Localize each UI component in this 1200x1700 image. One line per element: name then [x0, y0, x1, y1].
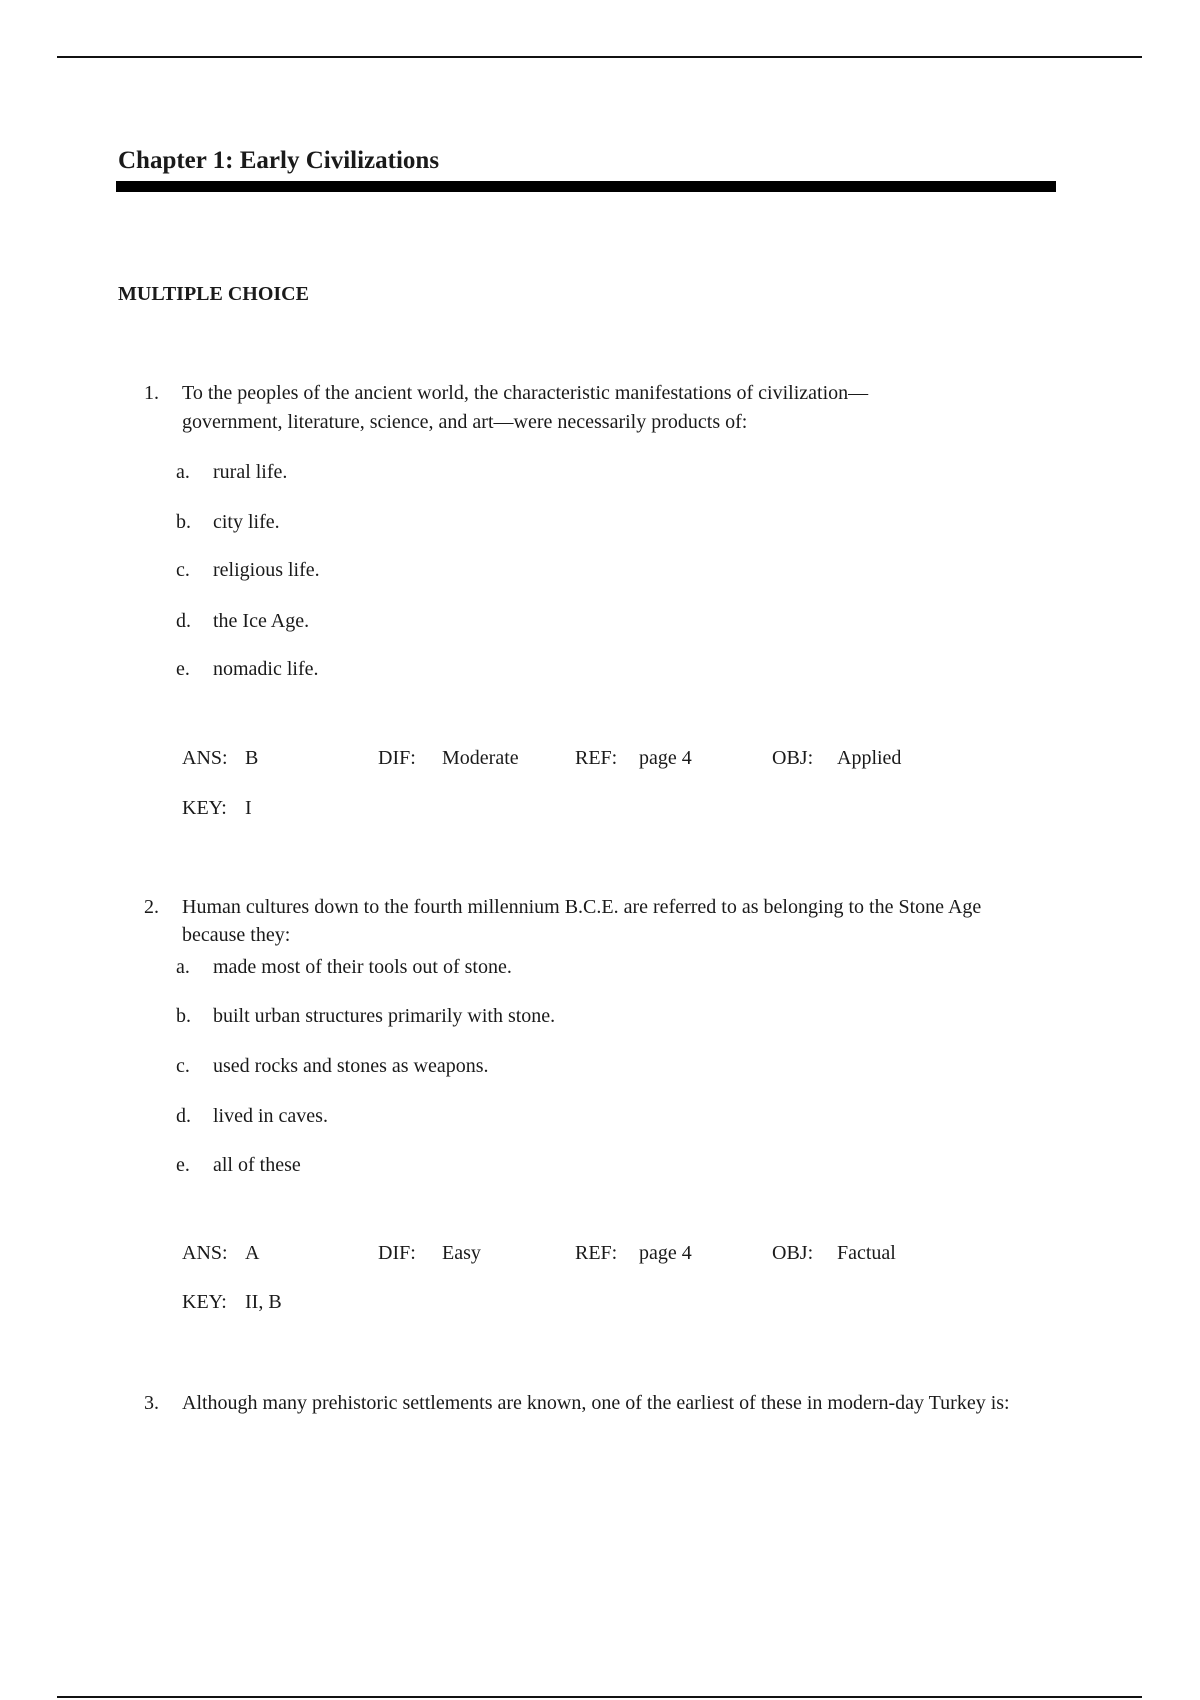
option-text: all of these [213, 1154, 301, 1176]
option-letter: a. [176, 956, 190, 978]
section-title: MULTIPLE CHOICE [118, 283, 309, 305]
question-text: Although many prehistoric settlements are known, one of the earliest of these in modern-day Turkey is: [182, 1392, 1010, 1414]
obj-label: OBJ: [772, 747, 814, 769]
option-letter: d. [176, 610, 191, 632]
page-top-rule [57, 56, 1142, 58]
ans-value: B [245, 747, 259, 769]
ref-value: page 4 [639, 1242, 692, 1264]
obj-value: Applied [837, 747, 902, 769]
question-number: 3. [144, 1392, 159, 1414]
option-text: built urban structures primarily with stone. [213, 1005, 556, 1027]
question-number: 2. [144, 896, 159, 918]
option-text: nomadic life. [213, 658, 319, 680]
option-text: the Ice Age. [213, 610, 310, 632]
option-letter: b. [176, 1005, 191, 1027]
obj-label: OBJ: [772, 1242, 814, 1264]
option-letter: e. [176, 1154, 190, 1176]
ans-label: ANS: [182, 747, 228, 769]
chapter-title-underline [116, 181, 1056, 192]
key-value: II, B [245, 1291, 282, 1313]
key-label: KEY: [182, 797, 227, 819]
obj-value: Factual [837, 1242, 896, 1264]
option-text: city life. [213, 511, 280, 533]
ref-label: REF: [575, 747, 618, 769]
option-text: religious life. [213, 559, 320, 581]
question-number: 1. [144, 382, 159, 404]
option-letter: c. [176, 559, 190, 581]
ref-value: page 4 [639, 747, 692, 769]
chapter-title: Chapter 1: Early Civilizations [118, 147, 440, 174]
option-letter: b. [176, 511, 191, 533]
dif-label: DIF: [378, 1242, 416, 1264]
option-letter: d. [176, 1105, 191, 1127]
option-letter: c. [176, 1055, 190, 1077]
option-text: made most of their tools out of stone. [213, 956, 512, 978]
option-letter: a. [176, 461, 190, 483]
dif-label: DIF: [378, 747, 416, 769]
question-text: Human cultures down to the fourth millennium B.C.E. are referred to as belonging to the Stone Age because they: [182, 896, 982, 946]
key-label: KEY: [182, 1291, 227, 1313]
dif-value: Moderate [442, 747, 519, 769]
dif-value: Easy [442, 1242, 481, 1264]
page-bottom-rule [57, 1696, 1142, 1698]
ans-label: ANS: [182, 1242, 228, 1264]
question-text: To the peoples of the ancient world, the characteristic manifestations of civilization—government, literature, science, and art—were necessarily products of: [182, 382, 869, 433]
option-text: used rocks and stones as weapons. [213, 1055, 489, 1077]
ref-label: REF: [575, 1242, 618, 1264]
option-text: lived in caves. [213, 1105, 328, 1127]
option-letter: e. [176, 658, 190, 680]
key-value: I [245, 797, 252, 819]
ans-value: A [245, 1242, 260, 1264]
option-text: rural life. [213, 461, 288, 483]
